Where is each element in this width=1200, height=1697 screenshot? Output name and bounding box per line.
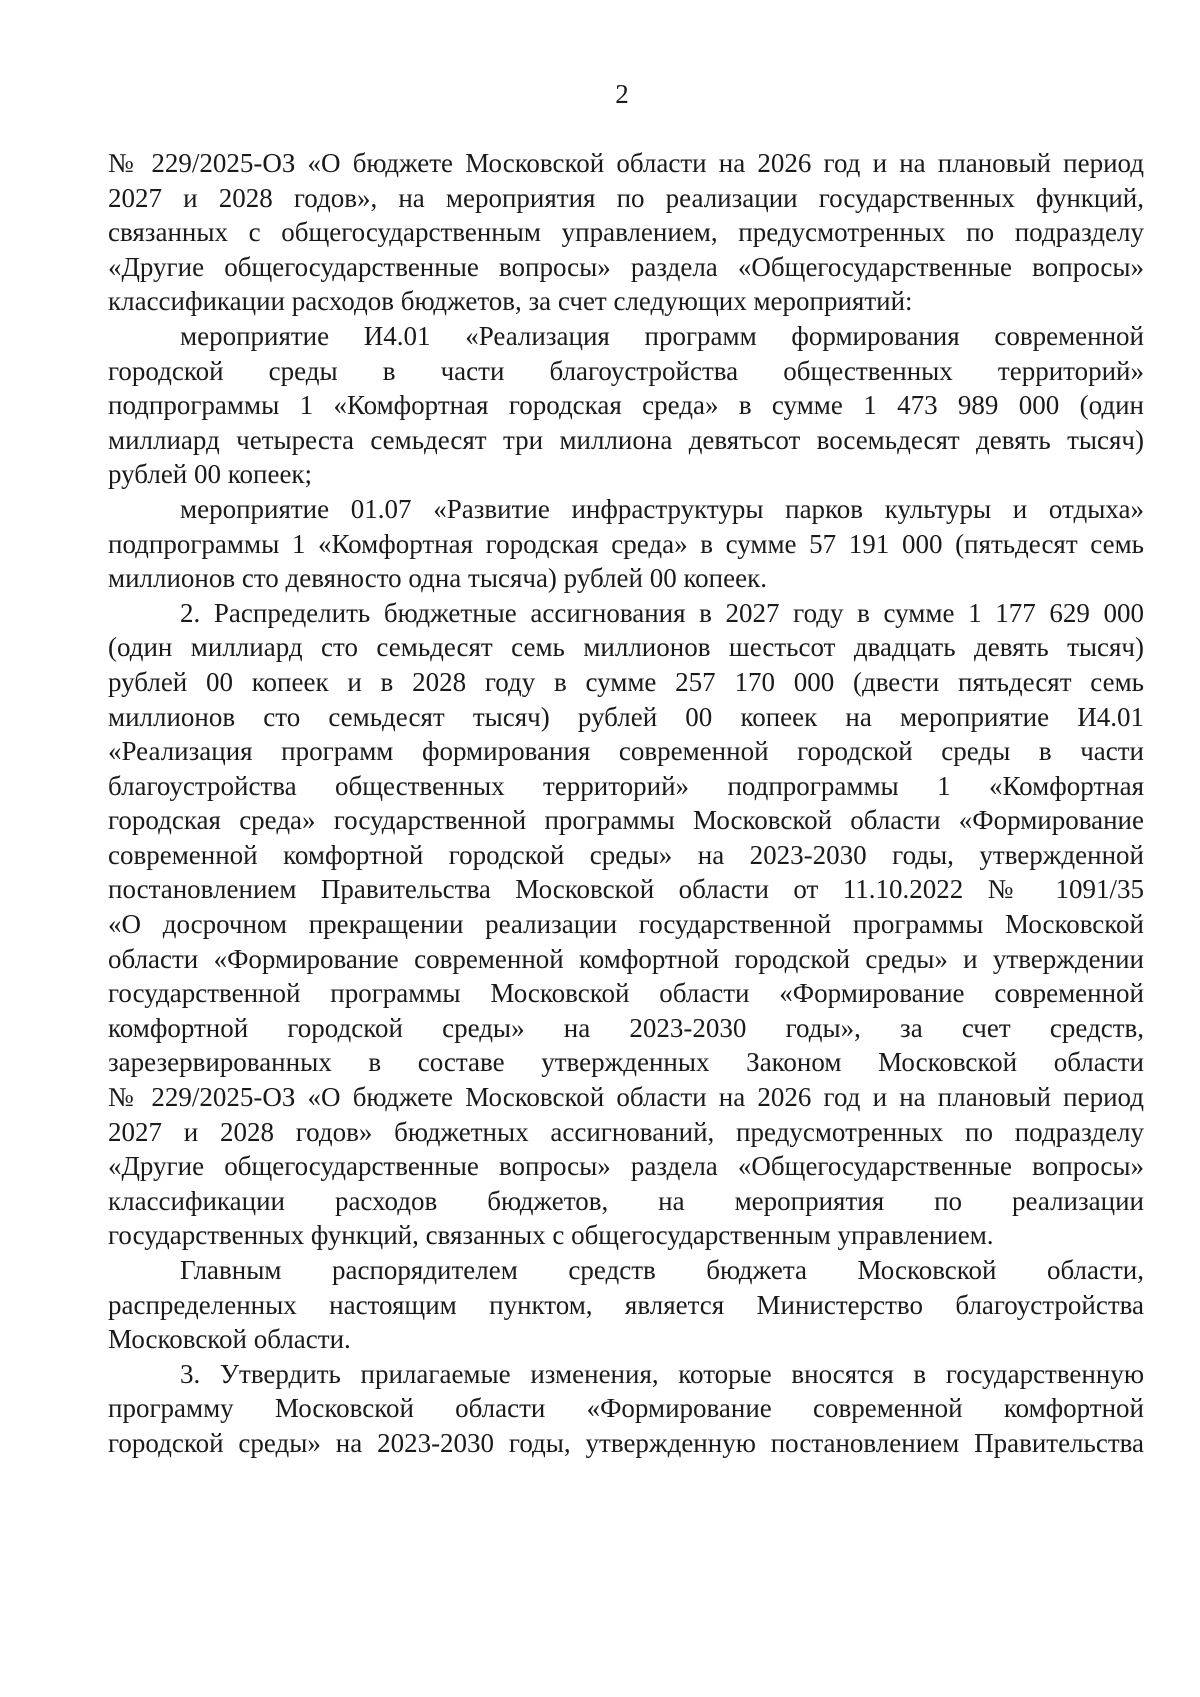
text-line: постановлением Правительства Московской области от 11.10.2022 № 1091/35 <box>108 874 1144 905</box>
text-line: (один миллиард сто семьдесят семь миллионов шестьсот двадцать девять тысяч) <box>108 632 1144 663</box>
text-line: классификации расходов бюджетов, на мероприятия по реализации <box>108 1185 1144 1216</box>
text-line: «Другие общегосударственные вопросы» раздела «Общегосударственные вопросы» <box>108 1151 1144 1182</box>
text-line: миллионов сто девяносто одна тысяча) рублей 00 копеек. <box>108 563 767 594</box>
text-line: государственных функций, связанных с общегосударственным управлением. <box>108 1220 994 1251</box>
text-line: комфортной городской среды» на 2023-2030 годы», за счет средств, <box>108 1012 1144 1043</box>
text-line: городская среда» государственной программы Московской области «Формирование <box>108 805 1144 836</box>
text-line: мероприятие 01.07 «Развитие инфраструктуры парков культуры и отдыха» <box>180 493 1144 524</box>
text-line: связанных с общегосударственным управлением, предусмотренных по подразделу <box>108 217 1144 248</box>
text-line: «О досрочном прекращении реализации государственной программы Московской <box>108 909 1144 940</box>
text-line: зарезервированных в составе утвержденных Законом Московской области <box>108 1047 1144 1078</box>
text-line: 3. Утвердить прилагаемые изменения, которые вносятся в государственную <box>180 1358 1144 1389</box>
text-line: подпрограммы 1 «Комфортная городская среда» в сумме 1 473 989 000 (один <box>108 390 1144 421</box>
text-line: рублей 00 копеек и в 2028 году в сумме 257 170 000 (двести пятьдесят семь <box>108 666 1144 697</box>
text-line: «Другие общегосударственные вопросы» раздела «Общегосударственные вопросы» <box>108 251 1144 282</box>
text-line: подпрограммы 1 «Комфортная городская среда» в сумме 57 191 000 (пятьдесят семь <box>108 528 1144 559</box>
text-line: городской среды в части благоустройства общественных территорий» <box>108 355 1144 386</box>
text-line: мероприятие И4.01 «Реализация программ формирования современной <box>180 320 1144 351</box>
text-line: Главным распорядителем средств бюджета Московской области, <box>180 1255 1144 1285</box>
text-line: миллионов сто семьдесят тысяч) рублей 00 копеек на мероприятие И4.01 <box>108 701 1144 732</box>
text-line: программу Московской области «Формирование современной комфортной <box>108 1393 1144 1424</box>
text-line: миллиард четыреста семьдесят три миллиона девятьсот восемьдесят девять тысяч) <box>108 424 1144 455</box>
text-line: благоустройства общественных территорий» подпрограммы 1 «Комфортная <box>108 770 1144 801</box>
text-line: 2027 и 2028 годов», на мероприятия по реализации государственных функций, <box>108 182 1144 213</box>
text-line: 2027 и 2028 годов» бюджетных ассигнований, предусмотренных по подразделу <box>108 1116 1144 1147</box>
text-line: современной комфортной городской среды» на 2023-2030 годы, утвержденной <box>108 839 1144 870</box>
text-line: городской среды» на 2023-2030 годы, утвержденную постановлением Правительства <box>108 1427 1144 1458</box>
text-line: «Реализация программ формирования современной городской среды в части <box>108 736 1144 767</box>
text-line: распределенных настоящим пунктом, является Министерство благоустройства <box>108 1289 1144 1320</box>
text-line: классификации расходов бюджетов, за счет следующих мероприятий: <box>108 286 913 317</box>
text-line: № 229/2025-ОЗ «О бюджете Московской области на 2026 год и на плановый период <box>108 148 1144 178</box>
text-line: рублей 00 копеек; <box>108 459 313 490</box>
document-body <box>108 146 1144 1461</box>
text-line: 2. Распределить бюджетные ассигнования в 2027 году в сумме 1 177 629 000 <box>180 597 1144 628</box>
text-line: № 229/2025-ОЗ «О бюджете Московской области на 2026 год и на плановый период <box>108 1082 1144 1113</box>
text-line: области «Формирование современной комфортной городской среды» и утверждении <box>108 943 1144 974</box>
text-line: Московской области. <box>108 1324 351 1355</box>
text-line: государственной программы Московской области «Формирование современной <box>108 978 1144 1009</box>
page-number: 2 <box>615 79 629 109</box>
